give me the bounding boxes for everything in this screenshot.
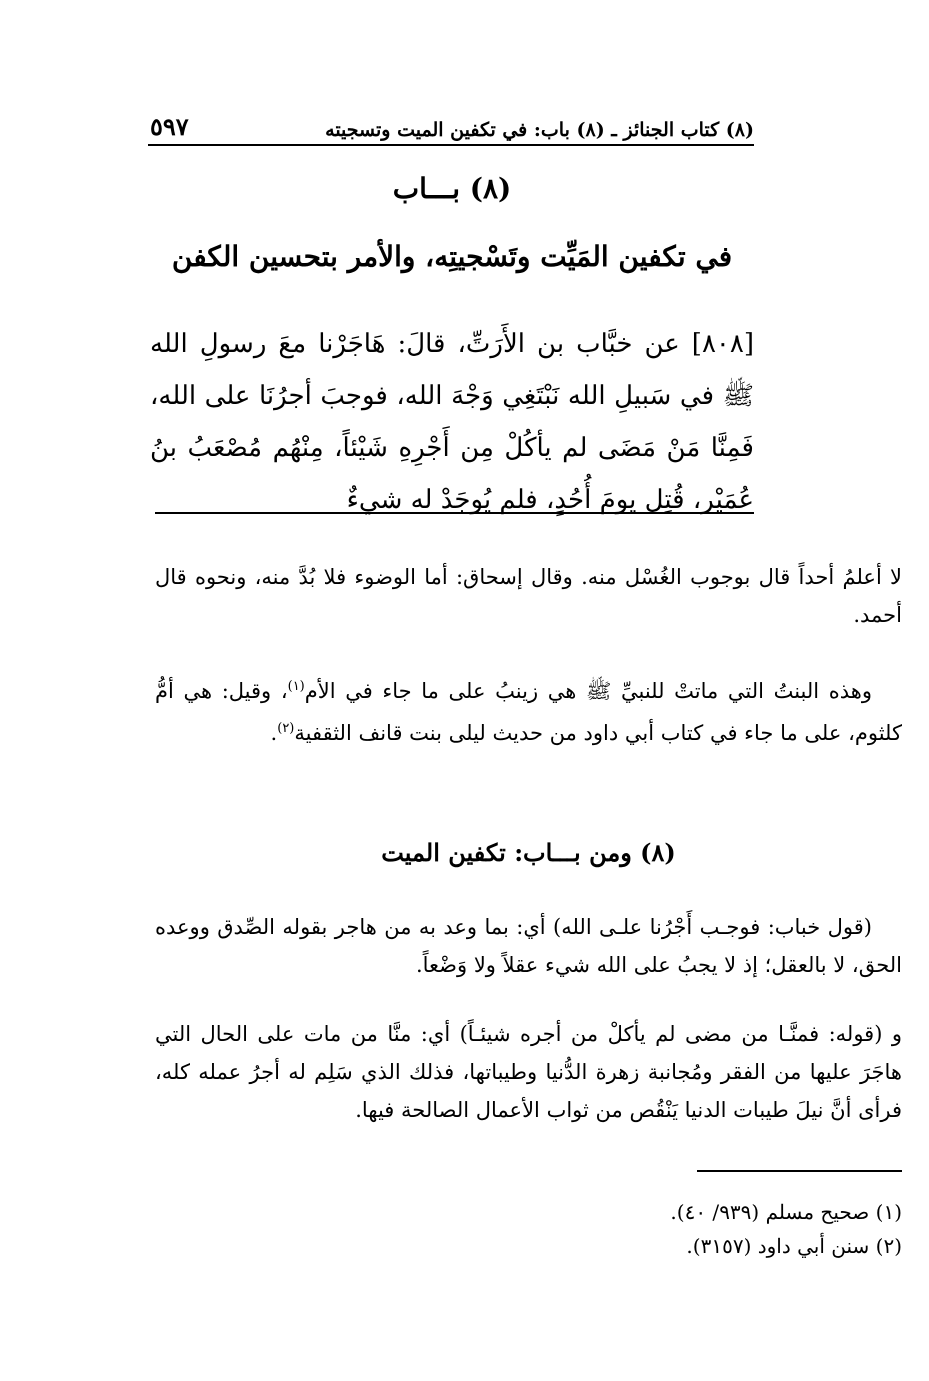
running-head — [150, 105, 754, 141]
hadith-text: [٨٠٨] عن خبَّاب بن الأَرَتِّ، قالَ: هَاجَرْنا معَ رسولِ الله ﷺ في سَبيلِ الله نَبْتَغِي وَجْهَ الله، فوجبَ أجرُنَا على الله، فَمِنَّا مَنْ مَضَى لم يأكُلْ مِن أَجْرِهِ شَيْئاً، مِنْهُم مُصْعَبُ بنُ عُمَيْر، قُتِل يومَ أُحُدٍ، فلم يُوجَدْ له شيءٌ — [150, 329, 754, 515]
text-commentary-divider — [155, 512, 754, 514]
footnote-ref-2: (٢) — [277, 721, 295, 736]
footnotes — [155, 1195, 902, 1263]
commentary-paragraph-3: (قول خباب: فوجـب أَجْرُنا علـى الله) أي: بما وعد به من هاجر بقوله الصِّدق ووعده الحق، لا بالعقل؛ إذ لا يجبُ على الله شيء عقلاً ولا وَضْعاً. — [155, 915, 902, 977]
header-rule — [148, 144, 754, 146]
paragraph-2-text-a: وهذه البنتُ التي ماتتْ للنبيِّ ﷺ هي زينبُ على ما جاء في الأم — [304, 679, 873, 703]
footnote-ref-1: (١) — [287, 679, 305, 694]
footnote-1: (١) صحيح مسلم (٩٣٩/ ٤٠). — [670, 1200, 902, 1224]
running-head-title: (٨) كتاب الجنائز ـ (٨) باب: في تكفين الميت وتسجيته — [325, 119, 754, 141]
commentary-paragraph-4: و (قوله: فمنَّـا من مضى لم يأكلْ من أجره شيئـاً) أي: منَّا من مات على الحال التي هاجَرَ عليها من الفقر ومُجانبة زهرة الدُّنيا وطيباتها، فذلك الذي سَلِم له أجرُ عمله كله، فرأى أنَّ نيلَ طيبات الدنيا يَنْقُص من ثواب الأعمال الصالحة فيها. — [155, 1022, 902, 1122]
commentary-paragraph-1: لا أعلمُ أحداً قال بوجوب الغُسْل منه. وقال إسحاق: أما الوضوء فلا بُدَّ منه، ونحوه قال أحمد. — [155, 565, 902, 627]
paragraph-2-text-c: . — [270, 721, 278, 745]
section-heading: (٨) ومن بـــاب: تكفين الميت — [381, 838, 676, 867]
footnote-rule — [697, 1170, 902, 1172]
chapter-title: (٨) بـــاب — [392, 172, 512, 205]
paragraph-2-text-b: ، وقيل: هي أمُّ كلثوم، على ما جاء في كتاب أبي داود من حديث ليلى بنت قانف الثقفية — [155, 679, 902, 745]
footnote-2: (٢) سنن أبي داود (٣١٥٧). — [686, 1234, 902, 1258]
chapter-subtitle: في تكفين المَيِّت وتَسْجيتِه، والأمر بتحسين الكفن — [171, 240, 733, 273]
commentary-paragraph-2 — [155, 668, 902, 752]
page-number: ٥٩٧ — [150, 112, 189, 141]
